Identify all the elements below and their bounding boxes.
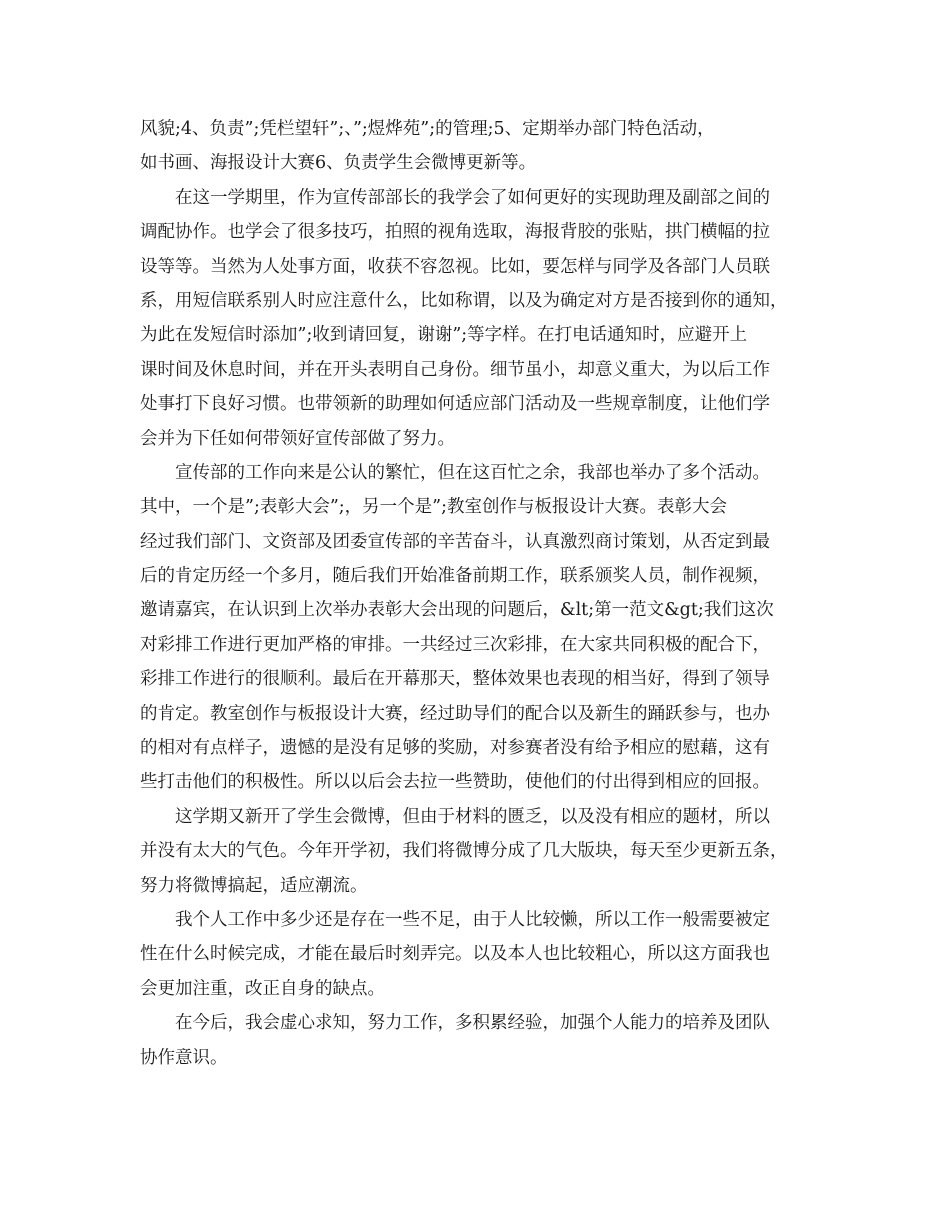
paragraph: [140, 903, 830, 1006]
text-line: 调配协作。也学会了很多技巧，拍照的视角选取，海报背胶的张贴，拱门横幅的拉: [140, 222, 770, 243]
text-line: 这学期又新开了学生会微博，但由于材料的匮乏，以及没有相应的题材，所以: [175, 806, 770, 827]
paragraph: [140, 1006, 830, 1075]
document-body: [140, 112, 830, 1075]
text-line: 风貌;4、负责”;凭栏望轩”;、”;煜烨苑”;的管理;5、定期举办部门特色活动，: [140, 119, 715, 139]
text-line: 在这一学期里，作为宣传部部长的我学会了如何更好的实现助理及副部之间的: [175, 187, 770, 208]
text-line: 设等等。当然为人处事方面，收获不容忽视。比如，要怎样与同学及各部门人员联: [140, 256, 770, 277]
text-line: 如书画、海报设计大赛6、负责学生会微博更新等。: [140, 153, 537, 174]
text-line: 并没有太大的气色。今年开学初，我们将微博分成了几大版块，每天至少更新五条，: [140, 841, 788, 862]
text-line: 其中，一个是”;表彰大会”;，另一个是”;教室创作与板报设计大赛。表彰大会: [140, 497, 728, 518]
text-line: 宣传部的工作向来是公认的繁忙，但在这百忙之余，我部也举办了多个活动。: [175, 462, 770, 483]
paragraph: [140, 800, 830, 903]
text-line: 邀请嘉宾，在认识到上次举办表彰大会出现的问题后，&lt;第一范文&gt;我们这次: [140, 600, 774, 621]
text-line: 性在什么时候完成，才能在最后时刻弄完。以及本人也比较粗心，所以这方面我也: [140, 944, 770, 965]
text-line: 会更加注重，改正自身的缺点。: [140, 978, 385, 999]
paragraph: [140, 456, 830, 800]
text-line: 的相对有点样子，遗憾的是没有足够的奖励，对参赛者没有给予相应的慰藉，这有: [140, 738, 770, 759]
text-line: 的肯定。教室创作与板报设计大赛，经过助导们的配合以及新生的踊跃参与，也办: [140, 703, 770, 724]
text-line: 系，用短信联系别人时应注意什么，比如称谓，以及为确定对方是否接到你的通知，: [140, 290, 788, 311]
text-line: 为此在发短信时添加”;收到请回复，谢谢”;等字样。在打电话通知时，应避开上: [140, 325, 748, 346]
text-line: 对彩排工作进行更加严格的审排。一共经过三次彩排，在大家共同积极的配合下，: [140, 634, 770, 655]
text-line: 会并为下任如何带领好宣传部做了努力。: [140, 428, 455, 449]
text-line: 在今后，我会虚心求知，努力工作，多积累经验，加强个人能力的培养及团队: [175, 1013, 770, 1034]
text-line: 处事打下良好习惯。也带领新的助理如何适应部门活动及一些规章制度，让他们学: [140, 394, 770, 415]
text-line: 些打击他们的积极性。所以以后会去拉一些赞助，使他们的付出得到相应的回报。: [140, 772, 770, 793]
text-line: 我个人工作中多少还是存在一些不足，由于人比较懒，所以工作一般需要被定: [175, 909, 770, 930]
paragraph: [140, 112, 830, 181]
text-line: 协作意识。: [140, 1047, 228, 1068]
text-line: 后的肯定历经一个多月，随后我们开始准备前期工作，联系颁奖人员，制作视频，: [140, 566, 770, 587]
text-line: 经过我们部门、文资部及团委宣传部的辛苦奋斗，认真激烈商讨策划，从否定到最: [140, 531, 770, 552]
paragraph: [140, 181, 830, 456]
text-line: 彩排工作进行的很顺利。最后在开幕那天，整体效果也表现的相当好，得到了领导: [140, 669, 770, 690]
text-line: 努力将微博搞起，适应潮流。: [140, 875, 368, 896]
text-line: 课时间及休息时间，并在开头表明自己身份。细节虽小，却意义重大，为以后工作: [140, 359, 770, 380]
